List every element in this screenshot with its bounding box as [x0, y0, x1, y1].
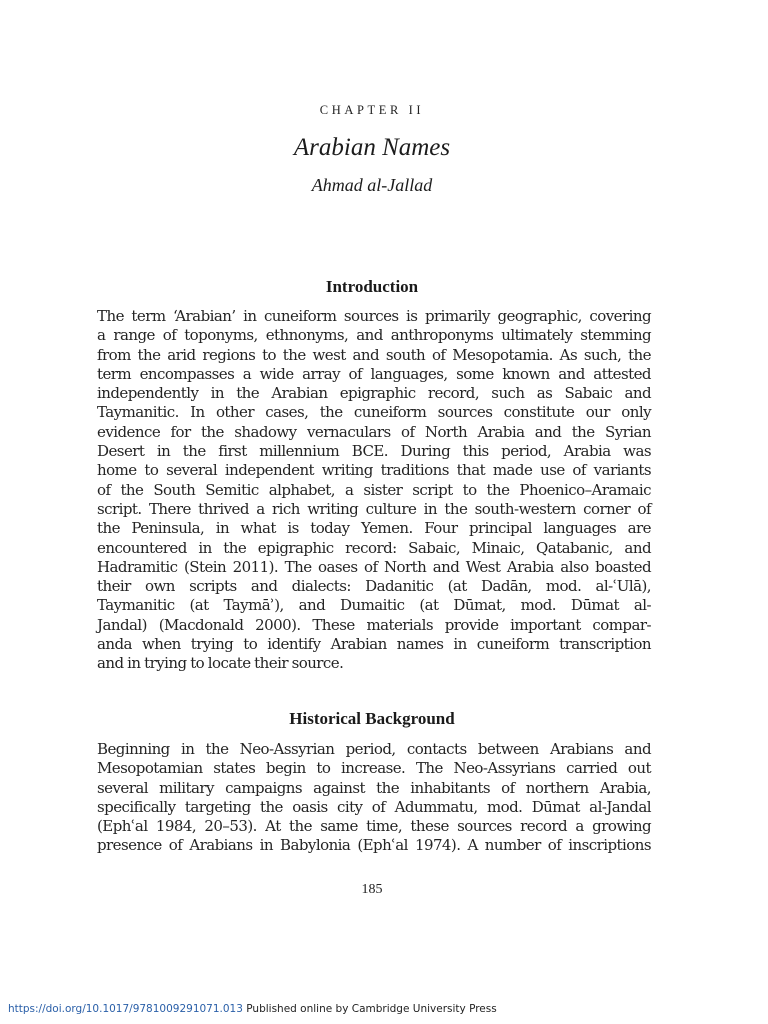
chapter-author: Ahmad al-Jallad [311, 175, 433, 195]
text-line: and in trying to locate their source. [97, 654, 344, 673]
text-line: (Ephʿal 1984, 20–53). At the same time, these sources record a growing [97, 817, 651, 836]
text-line: a range of toponyms, ethnonyms, and anthroponyms ultimately stemming [97, 326, 651, 345]
section-heading-historical-background: Historical Background [289, 709, 455, 728]
text-line: evidence for the shadowy vernaculars of North Arabia and the Syrian [97, 422, 651, 441]
text-line: script. There thrived a rich writing culture in the south-western corner of [97, 499, 651, 518]
section-heading-introduction: Introduction [325, 277, 419, 296]
page-number: 185 [361, 882, 383, 897]
publisher-text: Published online by Cambridge University Press [246, 1003, 497, 1015]
chapter-title: Arabian Names [293, 134, 451, 161]
historical-background-paragraph [97, 740, 651, 856]
text-line: their own scripts and dialects: Dadanitic (at Dadān, mod. al-ʿUlā), [97, 577, 651, 596]
text-line: the Peninsula, in what is today Yemen. Four principal languages are [97, 519, 651, 538]
text-line: home to several independent writing traditions that made use of variants [97, 461, 651, 480]
text-line: encountered in the epigraphic record: Sabaic, Minaic, Qatabanic, and [97, 538, 651, 557]
text-line: from the arid regions to the west and south of Mesopotamia. As such, the [97, 345, 651, 364]
text-line: independently in the Arabian epigraphic record, such as Sabaic and [97, 384, 651, 403]
text-line: several military campaigns against the inhabitants of northern Arabia, [97, 778, 651, 797]
text-line: term encompasses a wide array of languages, some known and attested [97, 364, 651, 383]
text-line: presence of Arabians in Babylonia (Ephʿal 1974). A number of inscriptions [97, 836, 651, 855]
text-line: of the South Semitic alphabet, a sister script to the Phoenico–Aramaic [97, 480, 651, 499]
text-line: Hadramitic (Stein 2011). The oases of North and West Arabia also boasted [97, 557, 651, 576]
text-line: Jandal) (Macdonald 2000). These materials provide important compar- [97, 615, 651, 634]
text-line: Mesopotamian states begin to increase. The Neo-Assyrians carried out [97, 759, 651, 778]
text-line: Taymanitic. In other cases, the cuneiform sources constitute our only [97, 403, 651, 422]
text-line: The term ‘Arabian’ in cuneiform sources is primarily geographic, covering [97, 307, 651, 325]
chapter-label: CHAPTER II [319, 103, 425, 117]
text-line: anda when trying to identify Arabian names in cuneiform transcription [97, 635, 651, 654]
text-line: Desert in the first millennium BCE. During this period, Arabia was [97, 442, 651, 461]
footer-citation [8, 1003, 497, 1015]
text-line: Taymanitic (at Taymāʾ), and Dumaitic (at Dūmat, mod. Dūmat al- [97, 596, 651, 615]
introduction-paragraph [97, 307, 651, 674]
doi-link[interactable]: https://doi.org/10.1017/9781009291071.013 [8, 1003, 243, 1015]
text-line: Beginning in the Neo-Assyrian period, contacts between Arabians and [97, 740, 651, 758]
text-line: specifically targeting the oasis city of Adummatu, mod. Dūmat al-Jandal [97, 797, 651, 816]
